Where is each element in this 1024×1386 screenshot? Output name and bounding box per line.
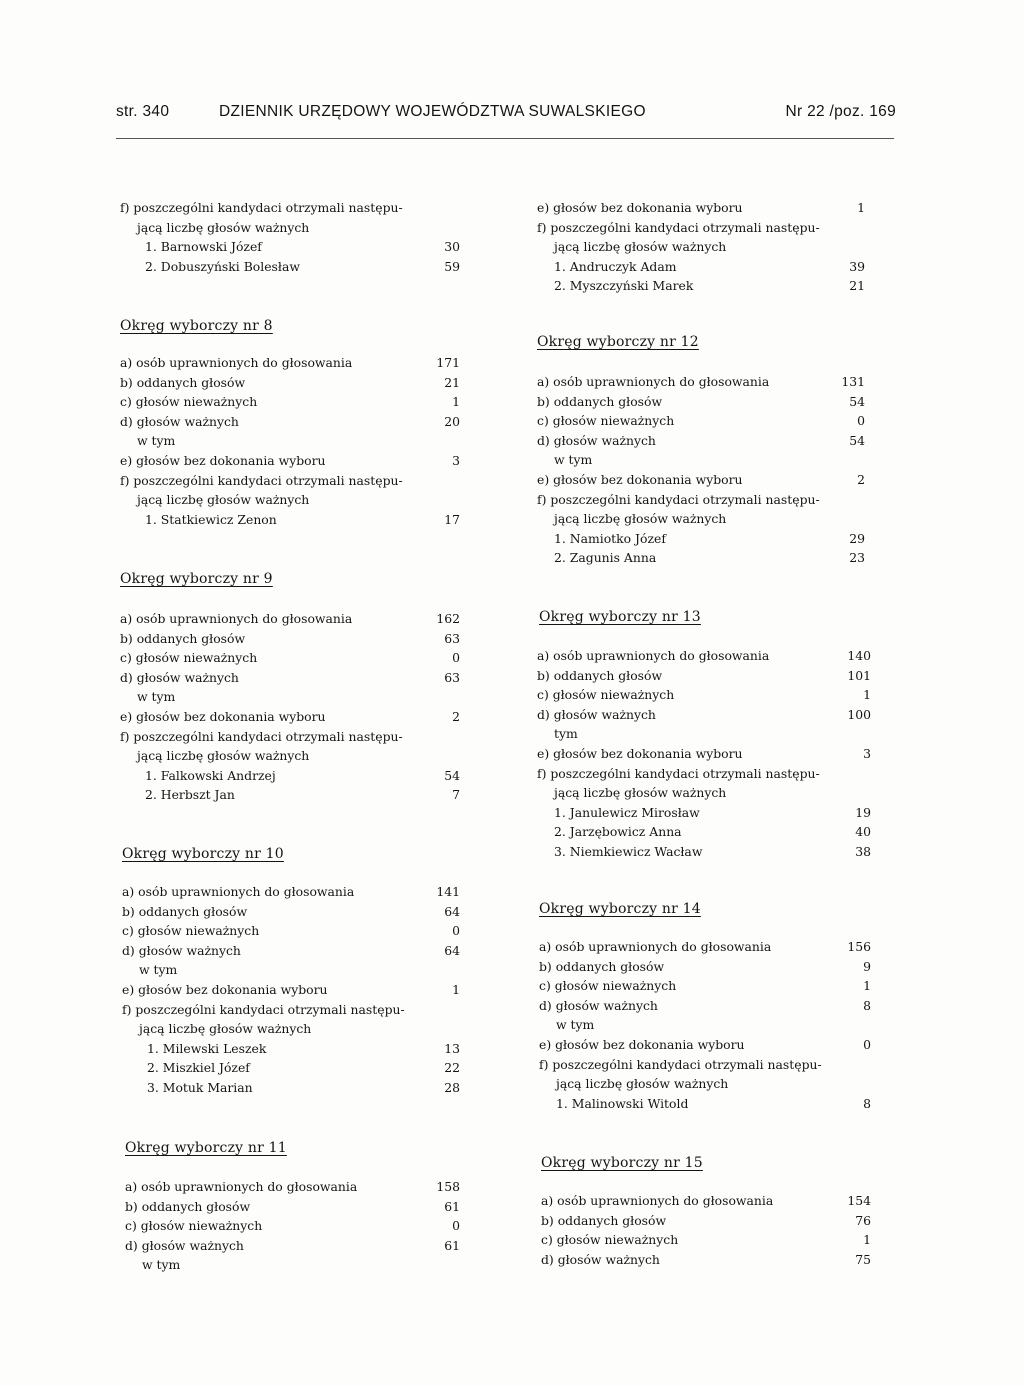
result-row: c) głosów nieważnych 1 [120,394,460,410]
district-14-results [539,937,871,1113]
result-row: a) osób uprawnionych do głosowania 140 [537,648,871,663]
result-row: a) osób uprawnionych do głosowania 154 [541,1193,871,1208]
result-row: e) głosów bez dokonania wyboru 2 [537,471,865,487]
result-row: a) osób uprawnionych do głosowania 131 [537,374,865,389]
header-divider [116,138,894,139]
result-row: a) osób uprawnionych do głosowania 158 [125,1179,460,1194]
result-row: d) głosów ważnych 75 [541,1251,871,1267]
district-heading-8: Okręg wyborczy nr 8 [120,318,273,334]
candidate-row: 2. Miszkiel Józef 22 [147,1060,460,1076]
candidate-row: 2. Herbszt Jan 7 [145,787,460,803]
result-row: tym [554,726,578,742]
result-row: b) oddanych głosów 64 [122,903,460,919]
result-row: a) osób uprawnionych do głosowania 171 [120,355,460,370]
candidate-row: 2. Zagunis Anna 23 [554,550,865,566]
district-heading-12: Okręg wyborczy nr 12 [537,334,699,350]
result-row: f) poszczególni kandydaci otrzymali następu- [537,765,820,781]
result-row: jącą liczbę głosów ważnych [137,219,310,235]
candidate-row: 3. Niemkiewicz Wacław 38 [554,843,871,859]
candidate-row: 1. Barnowski Józef 30 [145,239,460,255]
result-row: jącą liczbę głosów ważnych [556,1076,729,1092]
result-row: d) głosów ważnych 64 [122,942,460,958]
candidate-row: 1. Falkowski Andrzej 54 [145,767,460,783]
result-row: f) poszczególni kandydaci otrzymali następu- [122,1001,405,1017]
result-row: w tym [139,962,178,978]
district-9-results [120,609,460,805]
result-row: c) głosów nieważnych 0 [537,413,865,429]
candidate-row: 1. Janulewicz Mirosław 19 [554,804,871,820]
result-row: c) głosów nieważnych 0 [122,923,460,939]
result-row: c) głosów nieważnych 1 [537,687,871,703]
district-11-results [125,1177,460,1275]
district-heading-13: Okręg wyborczy nr 13 [539,609,701,625]
result-row: b) oddanych głosów 63 [120,630,460,646]
result-row: d) głosów ważnych 54 [537,432,865,448]
result-row: e) głosów bez dokonania wyboru 3 [537,745,871,761]
result-row: d) głosów ważnych 20 [120,413,460,429]
district-heading-15: Okręg wyborczy nr 15 [541,1155,703,1171]
candidate-row: 2. Dobuszyński Bolesław 59 [145,258,460,274]
result-row: a) osób uprawnionych do głosowania 141 [122,884,460,899]
result-row: b) oddanych głosów 9 [539,958,871,974]
result-row: jącą liczbę głosów ważnych [139,1021,312,1037]
result-row: b) oddanych głosów 21 [120,374,460,390]
result-row: d) głosów ważnych 100 [537,706,871,722]
result-row: f) poszczególni kandydaci otrzymali następu- [120,728,403,744]
result-row: e) głosów bez dokonania wyboru 2 [120,708,460,724]
result-row: b) oddanych głosów 61 [125,1198,460,1214]
result-row: f) poszczególni kandydaci otrzymali następu- [120,472,403,488]
district-13-results [537,646,871,862]
issue-number: Nr 22 /poz. 169 [785,103,896,120]
result-row: jącą liczbę głosów ważnych [137,748,310,764]
district-heading-11: Okręg wyborczy nr 11 [125,1140,287,1156]
result-row: e) głosów bez dokonania wyboru 0 [539,1036,871,1052]
result-row: w tym [556,1017,595,1033]
result-row: f) poszczególni kandydaci otrzymali następu- [537,219,820,235]
district-heading-9: Okręg wyborczy nr 9 [120,571,273,587]
result-row: c) głosów nieważnych 1 [541,1232,871,1248]
page-header [116,103,896,131]
result-row: b) oddanych głosów 101 [537,667,871,683]
candidate-row: 1. Milewski Leszek 13 [147,1040,460,1056]
result-row: c) głosów nieważnych 0 [125,1218,460,1234]
result-row: jącą liczbę głosów ważnych [554,785,727,801]
result-row: f) poszczególni kandydaci otrzymali następu- [539,1056,822,1072]
result-row: c) głosów nieważnych 0 [120,650,460,666]
result-row: jącą liczbę głosów ważnych [137,492,310,508]
result-row: b) oddanych głosów 76 [541,1212,871,1228]
result-row: b) oddanych głosów 54 [537,393,865,409]
district-heading-10: Okręg wyborczy nr 10 [122,846,284,862]
result-row: a) osób uprawnionych do głosowania 156 [539,939,871,954]
district-heading-14: Okręg wyborczy nr 14 [539,901,701,917]
candidate-row: 1. Statkiewicz Zenon 17 [145,511,460,527]
candidate-row: 3. Motuk Marian 28 [147,1079,460,1095]
right-top-block [537,198,865,296]
result-row: d) głosów ważnych 63 [120,669,460,685]
result-row: jącą liczbę głosów ważnych [554,239,727,255]
result-row: f) poszczególni kandydaci otrzymali następu- [120,200,403,215]
district-8-results [120,353,460,529]
result-row: e) głosów bez dokonania wyboru 3 [120,452,460,468]
result-row: d) głosów ważnych 61 [125,1237,460,1253]
candidate-row: 2. Jarzębowicz Anna 40 [554,824,871,840]
result-row: w tym [554,452,593,468]
result-row: jącą liczbę głosów ważnych [554,511,727,527]
candidate-row: 1. Andruczyk Adam 39 [554,258,865,274]
district-15-results [541,1191,871,1269]
page-number: str. 340 [116,103,170,120]
result-row: e) głosów bez dokonania wyboru 1 [537,200,865,215]
district-10-results [122,882,460,1098]
district-12-results [537,372,865,568]
result-row: w tym [137,433,176,449]
publication-title: DZIENNIK URZĘDOWY WOJEWÓDZTWA SUWALSKIEGO [219,103,646,120]
result-row: w tym [137,689,176,705]
result-row: c) głosów nieważnych 1 [539,978,871,994]
candidate-row: 2. Myszczyński Marek 21 [554,278,865,294]
left-top-block [120,198,460,276]
result-row: a) osób uprawnionych do głosowania 162 [120,611,460,626]
result-row: f) poszczególni kandydaci otrzymali następu- [537,491,820,507]
result-row: e) głosów bez dokonania wyboru 1 [122,981,460,997]
result-row: w tym [142,1257,181,1273]
candidate-row: 1. Namiotko Józef 29 [554,530,865,546]
candidate-row: 1. Malinowski Witold 8 [556,1095,871,1111]
result-row: d) głosów ważnych 8 [539,997,871,1013]
